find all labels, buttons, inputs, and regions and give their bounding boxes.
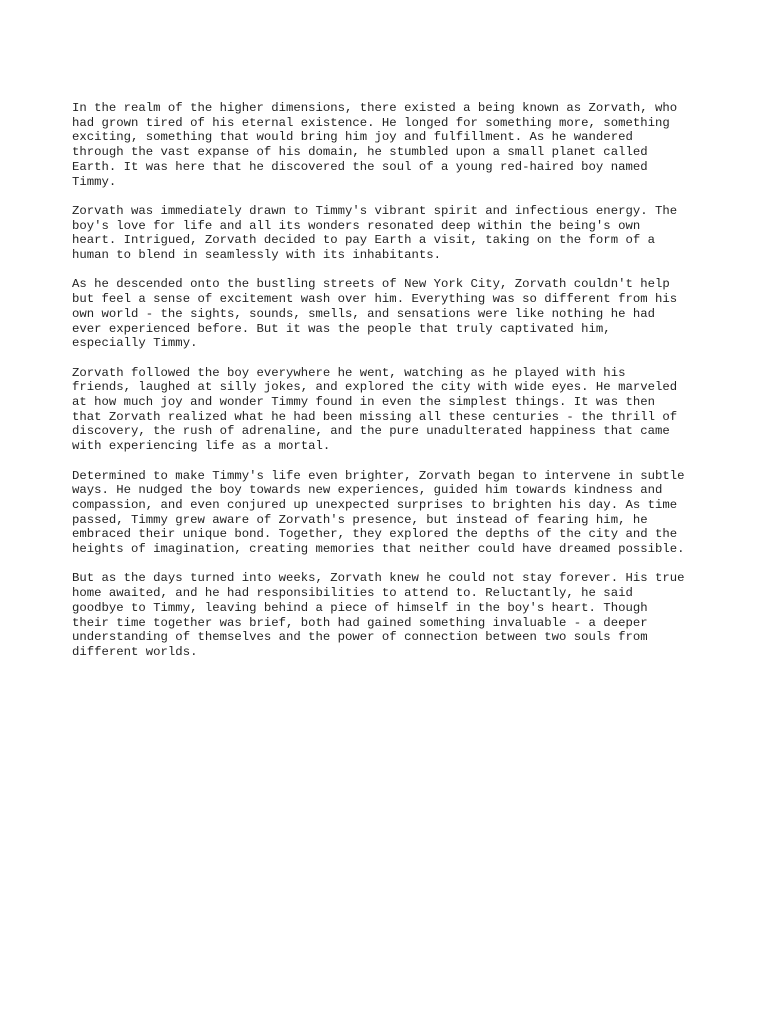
- paragraph-4: Zorvath followed the boy everywhere he went, watching as he played with his friends, laughed at silly jokes, and explored the city with wide eyes. He marveled at how much joy and wonder Timmy found in even the simplest things. It was then that Zorvath realized what he had been missing all these centuries - the thrill of discovery, the rush of adrenaline, and the pure unadulterated happiness that came with experiencing life as a mortal.: [72, 365, 678, 454]
- paragraph-5: Determined to make Timmy's life even brighter, Zorvath began to intervene in subtle ways. He nudged the boy towards new experiences, guided him towards kindness and compassion, and even conjured up unexpected surprises to brighten his day. As time passed, Timmy grew aware of Zorvath's presence, but instead of fearing him, he embraced their unique bond. Together, they explored the depths of the city and the heights of imagination, creating memories that neither could have dreamed possible.: [72, 468, 685, 557]
- paragraph-6: But as the days turned into weeks, Zorvath knew he could not stay forever. His true home awaited, and he had responsibilities to attend to. Reluctantly, he said goodbye to Timmy, leaving behind a piece of himself in the boy's heart. Though their time together was brief, both had gained something invaluable - a deeper understanding of themselves and the power of connection between two souls from different worlds.: [72, 571, 685, 659]
- paragraph-1: In the realm of the higher dimensions, there existed a being known as Zorvath, who had grown tired of his eternal existence. He longed for something more, something exciting, something that would bring him joy and fulfillment. As he wandered through the vast expanse of his domain, he stumbled upon a small planet called Earth. It was here that he discovered the soul of a young red-haired boy named Timmy.: [72, 101, 678, 189]
- document-body: [72, 101, 702, 674]
- paragraph-2: Zorvath was immediately drawn to Timmy's vibrant spirit and infectious energy. The boy's love for life and all its wonders resonated deep within the being's own heart. Intrigued, Zorvath decided to pay Earth a visit, taking on the form of a human to blend in seamlessly with its inhabitants.: [72, 203, 678, 263]
- paragraph-3: As he descended onto the bustling streets of New York City, Zorvath couldn't help but feel a sense of excitement wash over him. Everything was so different from his own world - the sights, sounds, smells, and sensations were like nothing he had ever experienced before. But it was the people that truly captivated him, especially Timmy.: [72, 277, 678, 351]
